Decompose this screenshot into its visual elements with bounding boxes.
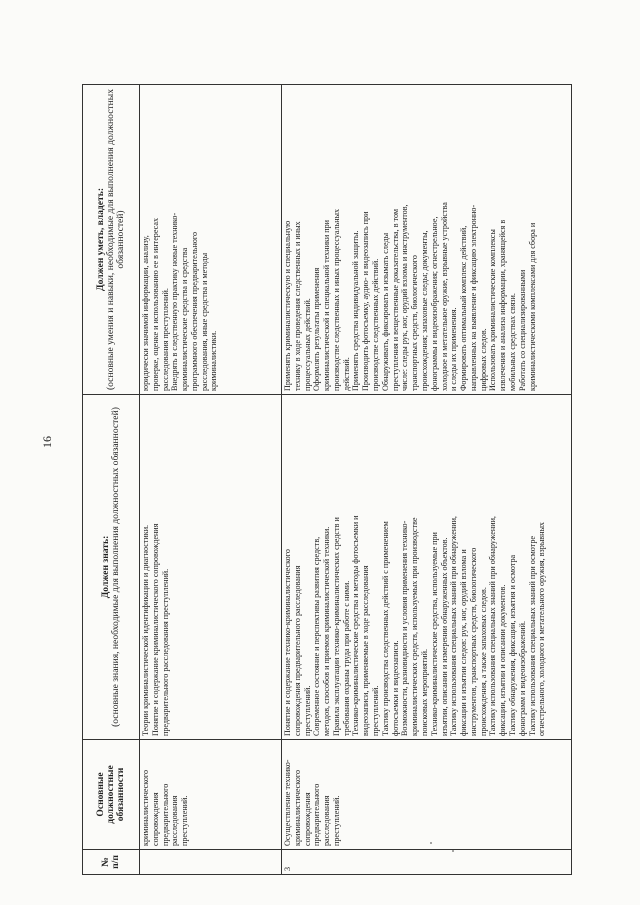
text-line: Современное состояние и перспективы развития средств, xyxy=(312,536,322,736)
header-skills xyxy=(83,85,140,395)
knowledge-cell xyxy=(140,395,282,740)
text-line: Технико-криминалистические средства, используемые при xyxy=(429,532,439,736)
header-number xyxy=(83,850,140,875)
text-line: сопровождения xyxy=(302,792,312,846)
text-line: фонограммы и видеоизображения; огнестрельное, xyxy=(429,216,439,391)
text-line: происхождения, а также запаховых следов. xyxy=(478,587,488,736)
table-row xyxy=(140,85,282,875)
text-line: транспортных средств, биологического xyxy=(410,255,420,391)
text-line: Тактику обнаружения, фиксации, изъятия и осмотра xyxy=(507,554,517,736)
text-line: холодное и метательное оружие, взрывные устройства xyxy=(439,202,449,391)
text-line: сопровождения предварительного расследования xyxy=(292,565,302,736)
text-line: Тактику производства следственных действий с применением xyxy=(380,521,390,736)
text-line: мобильных средствах связи. xyxy=(507,293,517,391)
text-line: производстве следственных действий. xyxy=(371,258,381,391)
text-line: Тактику использования специальных знаний при осмотре xyxy=(527,536,537,736)
text-line: преступлений. xyxy=(180,795,190,846)
text-line: Производить фотосъемку, аудио- и видеозапись при xyxy=(361,211,371,391)
header-duties xyxy=(83,740,140,850)
text-line: Технико-криминалистические средства и методы фотосъемки и xyxy=(351,515,361,736)
row-number-cell: 3 xyxy=(282,850,572,875)
text-line: видеозаписи, применяемые в ходе расследования xyxy=(361,565,371,736)
text-line: проверке, оценке и использованию ее в интересах xyxy=(150,217,160,391)
text-line: Работать со специализированными xyxy=(517,269,527,391)
text-line: методов, способов и приемов криминалистической техники. xyxy=(322,526,332,736)
text-line: Применять средства индивидуальной защиты. xyxy=(351,230,361,391)
text-line: криминалистическими комплексами для сбора и xyxy=(527,222,537,391)
text-line: расследования, иные средства и методы xyxy=(199,252,209,391)
text-line: извлечения и анализа информации, хранящейся в xyxy=(498,219,508,391)
text-line: криминалистические средства и средства xyxy=(180,247,190,391)
knowledge-cell xyxy=(282,395,572,740)
text-line: преступления и вещественные доказательства, в том xyxy=(390,208,400,391)
text-line: расследования преступлений. xyxy=(160,288,170,391)
page-number: 16 xyxy=(40,436,54,448)
header-knowledge-title: Должен знать: xyxy=(99,535,111,599)
text-line: происхождения; запаховые следы; документы, xyxy=(419,230,429,391)
text-line: направленных на выявление и фиксацию электронно- xyxy=(468,204,478,391)
text-line: Обнаруживать, фиксировать и изымать следы xyxy=(380,232,390,391)
text-line: криминалистики. xyxy=(209,330,219,391)
text-line: Теории криминалистической идентификации и диагностики. xyxy=(141,524,150,736)
text-line: фонограмм и видеоизображений. xyxy=(517,621,527,736)
text-line: действий. xyxy=(341,357,351,391)
scan-speck xyxy=(430,842,432,844)
text-line: технику в ходе проведения следственных и иных xyxy=(292,221,302,391)
table-row xyxy=(282,85,572,875)
text-line: программного обеспечения предварительного xyxy=(189,231,199,391)
text-line: требования охраны труда при работе с ними. xyxy=(341,580,351,736)
text-line: Применять криминалистическую и специальную xyxy=(283,220,292,391)
text-line: изъятии, описании и измерении обнаруженных объектов. xyxy=(439,537,449,736)
text-line: Использовать криминалистические комплексы xyxy=(488,229,498,391)
text-line: Понятие и содержание технико-криминалистического xyxy=(283,549,292,736)
text-line: поисковых мероприятий. xyxy=(419,649,429,736)
text-line: Понятие и содержание криминалистического сопровождения xyxy=(150,523,160,736)
text-line: преступлений. xyxy=(331,795,341,846)
text-line: сопровождения xyxy=(150,792,160,846)
text-line: предварительного xyxy=(160,783,170,846)
text-line: преступлений. xyxy=(302,685,312,736)
header-knowledge xyxy=(83,395,140,740)
text-line: расследования xyxy=(170,795,180,846)
text-line: и следы их применения. xyxy=(449,307,459,391)
text-line: фиксации и изъятии следов: рук, ног, орудий взлома и xyxy=(459,549,469,736)
text-line: Осуществление технико- xyxy=(283,759,292,846)
text-line: предварительного расследования преступлений. xyxy=(160,568,170,736)
text-line: криминалистической и специальной техники при xyxy=(322,219,332,391)
text-line: процессуальных действий. xyxy=(302,298,312,391)
text-line: Тактику использования специальных знаний при обнаружении, xyxy=(449,516,459,736)
header-skills-subtitle: (основные умения и навыки, необходимые для выполнения должностных обязанностей) xyxy=(104,88,127,391)
skills-cell xyxy=(140,85,282,395)
text-line: огнестрельного, холодного и метательного оружия, взрывных xyxy=(537,522,547,736)
text-line: Тактику использования специальных знаний при обнаружении, xyxy=(488,516,498,736)
skills-cell xyxy=(282,85,572,395)
header-number-label: № п/п xyxy=(99,855,121,869)
table-header-row xyxy=(83,85,140,875)
text-line: расследования xyxy=(322,795,332,846)
header-duties-label: Основные должностные обязанности xyxy=(94,765,127,824)
text-line: предварительного xyxy=(312,783,322,846)
competency-table xyxy=(82,84,572,875)
text-line: преступлений. xyxy=(371,685,381,736)
text-line: цифровых следов. xyxy=(478,328,488,391)
text-line: Возможности, разновидности и условия применения технико- xyxy=(400,520,410,736)
row-number-cell xyxy=(140,850,282,875)
text-line: фиксации, изъятии и описании документов. xyxy=(498,584,508,736)
text-line: фотосъемки и видеозаписи. xyxy=(390,640,400,736)
text-line: Правила эксплуатации технико-криминалистических средств и xyxy=(331,517,341,736)
header-knowledge-subtitle: (основные знания, необходимые для выполнения должностных обязанностей) xyxy=(110,407,121,727)
text-line: Внедрять в следственную практику новые технико- xyxy=(170,212,180,391)
scan-speck xyxy=(452,850,454,852)
text-line: криминалистического xyxy=(292,769,302,846)
text-line: юридически значимой информации, анализу, xyxy=(141,235,150,391)
text-line: Формировать оптимальный комплекс действий, xyxy=(459,225,469,391)
text-line: инструментов, транспортных средств, биологического xyxy=(468,547,478,736)
duty-cell xyxy=(282,740,572,850)
text-line: криминалистических средств, используемых при производстве xyxy=(410,517,420,736)
table-sheet xyxy=(82,85,578,875)
text-line: числе: следы рук, ног, орудий взлома и инструментов, xyxy=(400,204,410,391)
text-line: Оформлять результаты применения xyxy=(312,267,322,391)
text-line: производстве следственных и иных процессуальных xyxy=(331,208,341,391)
duty-cell xyxy=(140,740,282,850)
header-skills-title: Должен уметь, владеть: xyxy=(94,187,106,292)
text-line: криминалистического xyxy=(141,769,150,846)
